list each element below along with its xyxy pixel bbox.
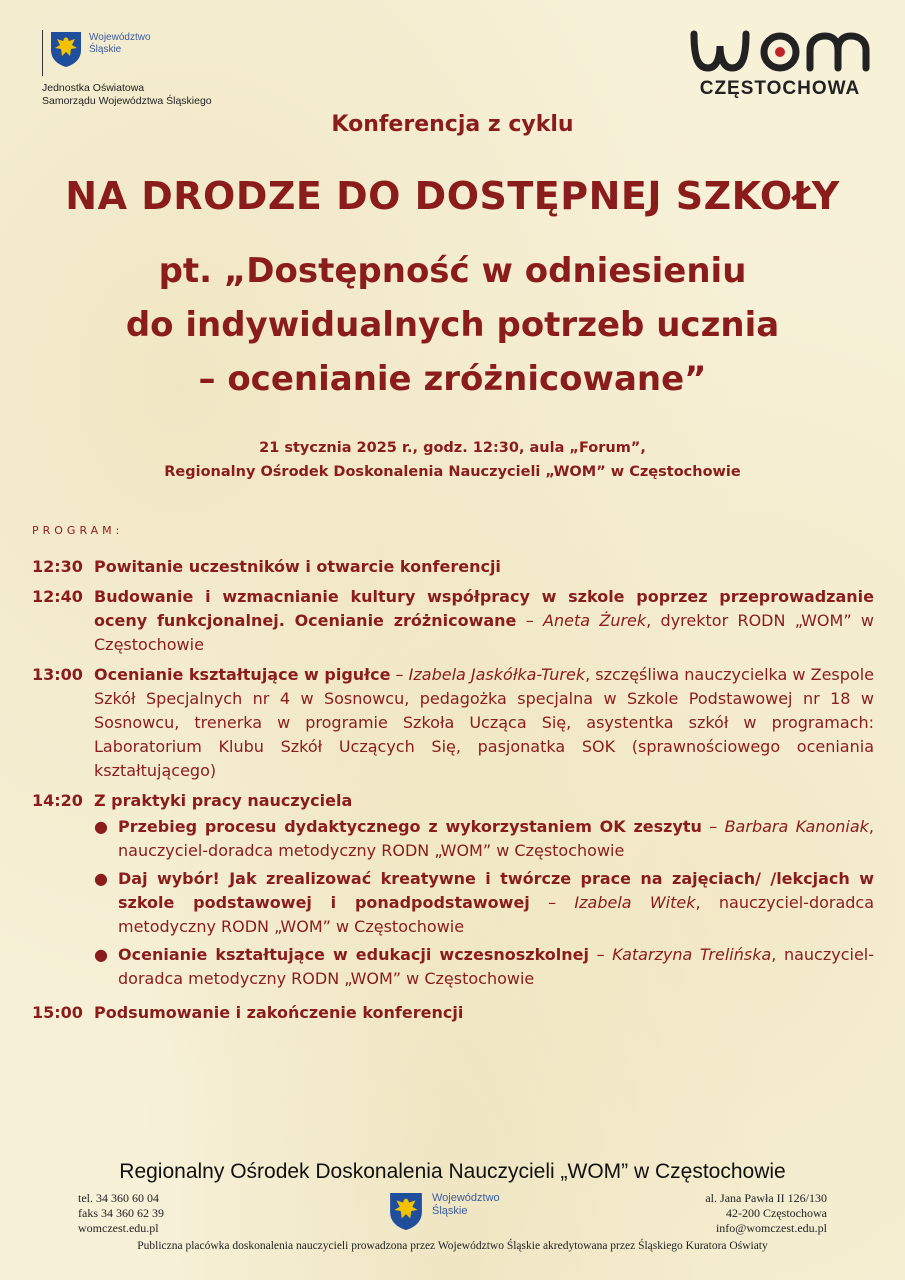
region-header — [42, 30, 302, 108]
program-subitems — [94, 815, 874, 991]
conference-title-line: pt. „Dostępność w odniesieniu — [158, 251, 747, 291]
silesia-eagle-shield-icon — [49, 30, 83, 68]
program-subitem — [94, 867, 874, 939]
program-dash: – — [701, 817, 725, 836]
program-list — [32, 555, 874, 1031]
program-title: Ocenianie kształtujące w pigułce — [94, 665, 391, 684]
subitem-title: Przebieg procesu dydaktycznego z wykorzystaniem OK zeszytu — [118, 817, 702, 836]
bullet-icon: ● — [94, 869, 108, 888]
program-title: Powitanie uczestników i otwarcie konferencji — [94, 557, 501, 576]
program-speaker: Izabela Witek — [574, 893, 696, 912]
program-speaker-desc: , dyrektor RODN „WOM” w Częstochowie — [94, 611, 875, 654]
footer-note: Publiczna placówka doskonalenia nauczycieli prowadzona przez Województwo Śląskie akredytowana przez Śląskiego Kuratora Oświaty — [137, 1240, 768, 1252]
program-title: Z praktyki pracy nauczyciela — [94, 791, 353, 810]
footer-city: 42-200 Częstochowa — [726, 1206, 827, 1220]
program-speaker-desc: , szczęśliwa nauczycielka w Zespole Szkół Specjalnych nr 4 w Sosnowcu, pedagożka specjalna w Szkole Podstawowej nr 18 w Sosnowcu, trenerka w programie Szkoła Ucząca Się, asystentka szkół w programach: Laboratorium Klubu Szkół Uczących Się, pasjonatka SOK (sprawnościowego oceniania kształtującego) — [94, 665, 874, 780]
program-content — [94, 789, 874, 995]
program-item — [32, 555, 874, 579]
bullet-icon: ● — [94, 945, 108, 964]
program-time: 12:40 — [32, 587, 83, 606]
program-subitem — [94, 815, 874, 863]
program-speaker-desc: , nauczyciel-doradca metodyczny RODN „WOM” w Częstochowie — [118, 893, 875, 936]
footer-region-logo — [388, 1190, 500, 1232]
program-time: 15:00 — [32, 1003, 83, 1022]
program-item — [32, 789, 874, 995]
event-details — [0, 436, 905, 484]
footer-address — [705, 1191, 827, 1236]
program-dash: – — [589, 945, 613, 964]
main-title: NA DRODZE DO DOSTĘPNEJ SZKOŁY — [65, 174, 840, 218]
footer-fax: faks 34 360 62 39 — [78, 1206, 164, 1220]
wom-logo-icon — [688, 28, 873, 76]
program-content — [94, 663, 874, 783]
subitem-title: Ocenianie kształtujące w edukacji wczesnoszkolnej — [118, 945, 589, 964]
program-dash: – — [390, 665, 409, 684]
unit-description: Jednostka Oświatowa Samorządu Województwa Śląskiego — [42, 82, 212, 107]
event-date-place: 21 stycznia 2025 r., godz. 12:30, aula „Forum”, — [259, 440, 646, 456]
conference-title-line: – ocenianie zróżnicowane” — [198, 359, 707, 399]
region-name: Województwo Śląskie — [89, 32, 151, 55]
footer-phone: tel. 34 360 60 04 — [78, 1191, 159, 1205]
program-item — [32, 663, 874, 783]
program-speaker: Katarzyna Trelińska — [612, 945, 772, 964]
subitem-title: Daj wybór! Jak zrealizować kreatywne i twórcze prace na zajęciach/ /lekcjach w szkole podstawowej i ponadpodstawowej — [118, 869, 874, 912]
footer-contact — [78, 1191, 164, 1236]
program-dash: – — [529, 893, 575, 912]
wom-city-name: CZĘSTOCHOWA — [699, 78, 861, 99]
logo-divider — [42, 30, 43, 76]
program-time: 13:00 — [32, 665, 83, 684]
footer-title: Regionalny Ośrodek Doskonalenia Nauczycieli „WOM” w Częstochowie — [119, 1160, 786, 1183]
program-speaker: Barbara Kanoniak — [724, 817, 869, 836]
footer-website[interactable]: womczest.edu.pl — [78, 1221, 159, 1235]
program-dash: – — [516, 611, 544, 630]
program-title: Podsumowanie i zakończenie konferencji — [94, 1003, 464, 1022]
footer-email[interactable]: info@womczest.edu.pl — [715, 1221, 827, 1235]
program-item — [32, 585, 874, 657]
program-content — [94, 585, 874, 657]
program-title: Budowanie i wzmacnianie kultury współpracy w szkole poprzez przeprowadzanie oceny funkcjonalnej. Ocenianie zróżnicowane — [94, 587, 874, 630]
conference-title-line: do indywidualnych potrzeb ucznia — [125, 305, 780, 345]
region-name: Województwo Śląskie — [432, 1192, 500, 1217]
footer-street: al. Jana Pawła II 126/130 — [705, 1191, 827, 1205]
conference-series: Konferencja z cyklu — [331, 112, 574, 137]
program-speaker-desc: , nauczyciel-doradca metodyczny RODN „WOM” w Częstochowie — [118, 945, 875, 988]
program-time: 14:20 — [32, 791, 83, 810]
program-label: PROGRAM: — [32, 524, 124, 537]
program-subitem — [94, 943, 874, 991]
wom-logo-block — [685, 28, 875, 100]
conference-title — [0, 244, 905, 406]
region-logo — [42, 30, 302, 76]
program-content — [94, 555, 874, 579]
program-speaker: Izabela Jaskółka-Turek — [408, 665, 586, 684]
event-organizer: Regionalny Ośrodek Doskonalenia Nauczycieli „WOM” w Częstochowie — [164, 464, 741, 480]
program-speaker-desc: , nauczyciel-doradca metodyczny RODN „WOM” w Częstochowie — [118, 817, 875, 860]
program-time: 12:30 — [32, 557, 83, 576]
program-item — [32, 1001, 874, 1025]
program-content — [94, 1001, 874, 1025]
silesia-eagle-shield-icon — [388, 1190, 424, 1232]
program-speaker: Aneta Żurek — [543, 611, 647, 630]
bullet-icon: ● — [94, 817, 108, 836]
